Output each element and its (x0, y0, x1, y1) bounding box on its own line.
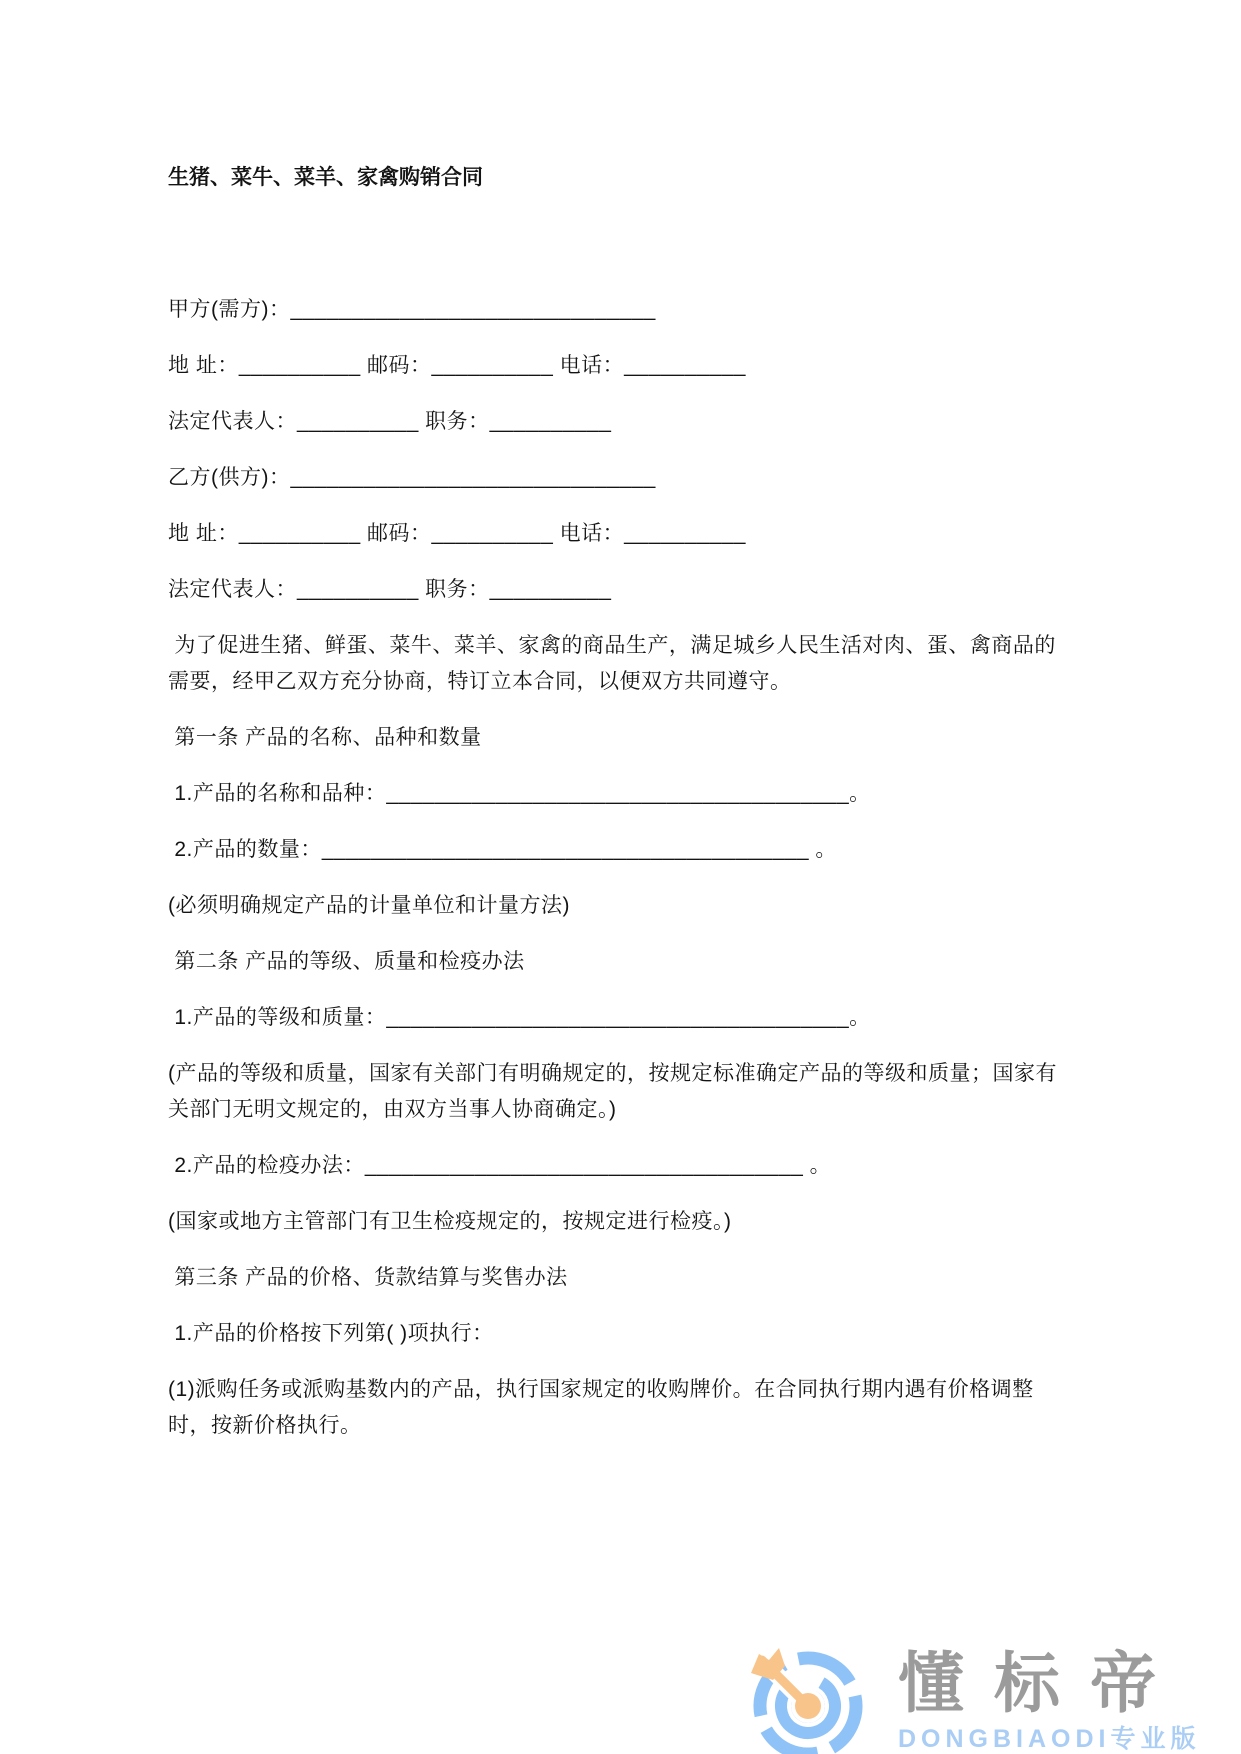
brand-edition-label: 专业版 (1110, 1725, 1201, 1753)
brand-name-latin: DONGBIAODI (898, 1725, 1111, 1753)
article-1-heading: 第一条 产品的名称、品种和数量 (168, 726, 482, 749)
grade-quality-note: (产品的等级和质量，国家有关部门有明确规定的，按规定标准确定产品的等级和质量；国家有关部门无明文规定的，由双方当事人协商确定。) (168, 1062, 1057, 1121)
quarantine-method-line: 2.产品的检疫办法：____________________________________ 。 (168, 1154, 832, 1177)
article-2-heading: 第二条 产品的等级、质量和检疫办法 (168, 950, 525, 973)
document-body (168, 160, 1073, 1464)
price-item-1-paragraph: (1)派购任务或派购基数内的产品，执行国家规定的收购牌价。在合同执行期内遇有价格调整时，按新价格执行。 (168, 1378, 1034, 1437)
product-name-line: 1.产品的名称和品种：______________________________________。 (168, 782, 871, 805)
measurement-note: (必须明确规定产品的计量单位和计量方法) (168, 894, 570, 917)
representative-a-line: 法定代表人：__________ 职务：__________ (168, 410, 612, 433)
brand-watermark (746, 1640, 1226, 1754)
representative-b-line: 法定代表人：__________ 职务：__________ (168, 578, 612, 601)
target-dart-icon (746, 1642, 866, 1754)
address-b-line: 地 址：__________ 邮码：__________ 电话：__________ (168, 522, 746, 545)
address-a-line: 地 址：__________ 邮码：__________ 电话：__________ (168, 354, 746, 377)
preamble-paragraph: 为了促进生猪、鲜蛋、菜牛、菜羊、家禽的商品生产，满足城乡人民生活对肉、蛋、禽商品的需要，经甲乙双方充分协商，特订立本合同，以便双方共同遵守。 (168, 634, 1056, 693)
brand-wordmark (898, 1646, 1201, 1754)
quarantine-note: (国家或地方主管部门有卫生检疫规定的，按规定进行检疫。) (168, 1210, 732, 1233)
brand-name-cn: 懂标帝 (898, 1646, 1186, 1720)
grade-quality-line: 1.产品的等级和质量：______________________________________。 (168, 1006, 871, 1029)
party-a-line: 甲方(需方)：______________________________ (168, 298, 656, 321)
product-quantity-line: 2.产品的数量：________________________________________ 。 (168, 838, 837, 861)
party-b-line: 乙方(供方)：______________________________ (168, 466, 656, 489)
article-3-heading: 第三条 产品的价格、货款结算与奖售办法 (168, 1266, 568, 1289)
document-title: 生猪、菜牛、菜羊、家禽购销合同 (168, 166, 483, 189)
price-clause-line: 1.产品的价格按下列第( )项执行： (168, 1322, 494, 1345)
brand-subline (898, 1719, 1201, 1754)
